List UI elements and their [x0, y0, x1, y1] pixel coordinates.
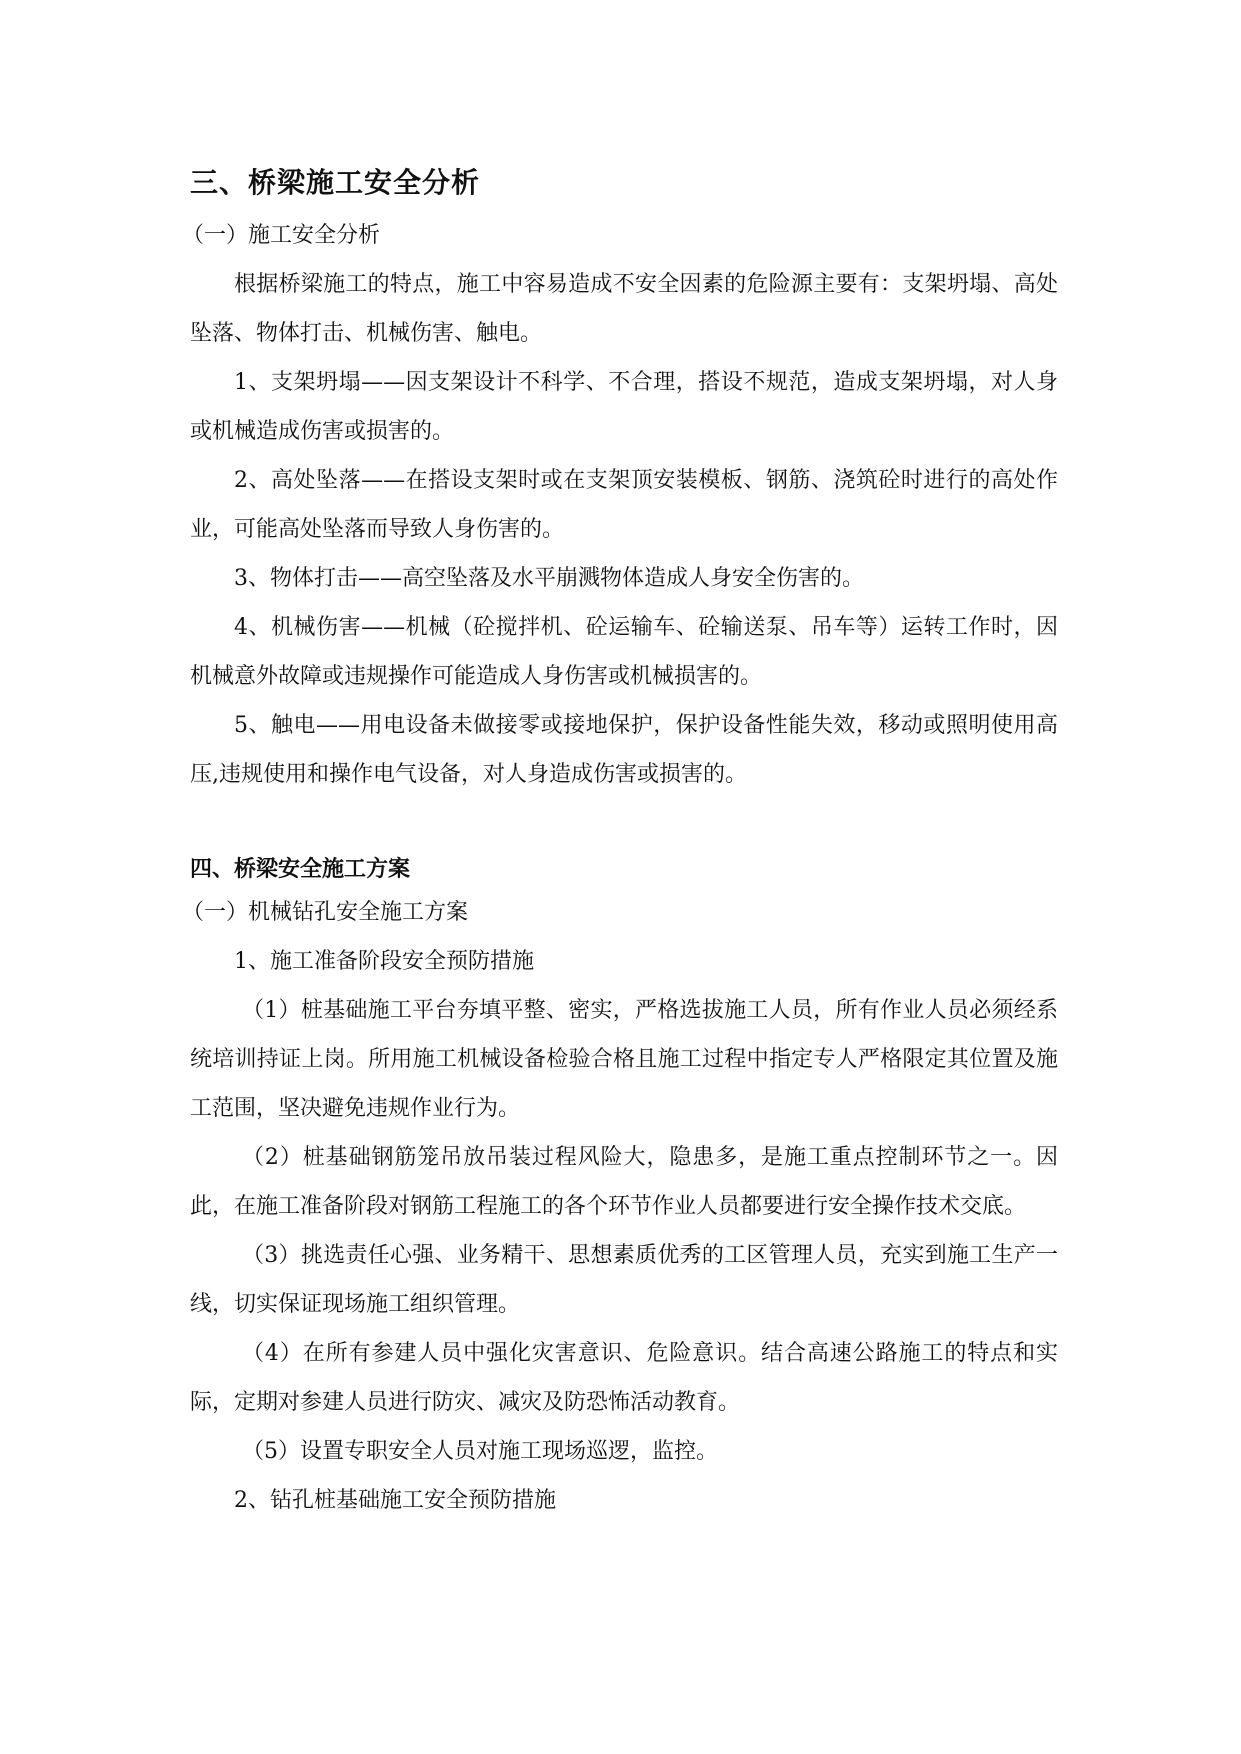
measure-1: （1）桩基础施工平台夯填平整、密实，严格选拔施工人员，所有作业人员必须经系统培训持证上岗。所用施工机械设备检验合格且施工过程中指定专人严格限定其位置及施工范围，坚决避免违规作业行为。: [190, 998, 1058, 1121]
section-3-intro: 根据桥梁施工的特点，施工中容易造成不安全因素的危险源主要有：支架坍塌、高处坠落、物体打击、机械伤害、触电。: [190, 272, 1058, 346]
measure-3: （3）挑选责任心强、业务精干、思想素质优秀的工区管理人员，充实到施工生产一线，切实保证现场施工组织管理。: [190, 1243, 1058, 1317]
hazard-item-3: 3、物体打击——高空坠落及水平崩溅物体造成人身安全伤害的。: [234, 566, 864, 591]
section-3-title: 三、桥梁施工安全分析: [190, 166, 481, 199]
measure-2: （2）桩基础钢筋笼吊放吊装过程风险大，隐患多，是施工重点控制环节之一。因此，在施工准备阶段对钢筋工程施工的各个环节作业人员都要进行安全操作技术交底。: [190, 1145, 1058, 1219]
measure-5: （5）设置专职安全人员对施工现场巡逻，监控。: [242, 1439, 718, 1464]
document-body: [182, 158, 1058, 1525]
measure-4: （4）在所有参建人员中强化灾害意识、危险意识。结合高速公路施工的特点和实际，定期对参建人员进行防灾、减灾及防恐怖活动教育。: [190, 1341, 1058, 1415]
section-4-subtitle: （一）机械钻孔安全施工方案: [182, 900, 469, 925]
section-4-title: 四、桥梁安全施工方案: [190, 856, 411, 882]
step-1-heading: 1、施工准备阶段安全预防措施: [234, 949, 534, 974]
section-gap: [190, 799, 1058, 849]
hazard-item-2: 2、高处坠落——在搭设支架时或在支架顶安装模板、钢筋、浇筑砼时进行的高处作业，可能高处坠落而导致人身伤害的。: [190, 468, 1058, 542]
step-2-heading: 2、钻孔桩基础施工安全预防措施: [234, 1488, 556, 1513]
hazard-item-1: 1、支架坍塌——因支架设计不科学、不合理，搭设不规范，造成支架坍塌，对人身或机械造成伤害或损害的。: [190, 370, 1058, 444]
hazard-item-5: 5、触电——用电设备未做接零或接地保护，保护设备性能失效，移动或照明使用高压,违规使用和操作电气设备，对人身造成伤害或损害的。: [190, 713, 1058, 787]
section-3-subtitle: （一）施工安全分析: [182, 223, 381, 248]
hazard-item-4: 4、机械伤害——机械（砼搅拌机、砼运输车、砼输送泵、吊车等）运转工作时，因机械意外故障或违规操作可能造成人身伤害或机械损害的。: [190, 615, 1058, 689]
